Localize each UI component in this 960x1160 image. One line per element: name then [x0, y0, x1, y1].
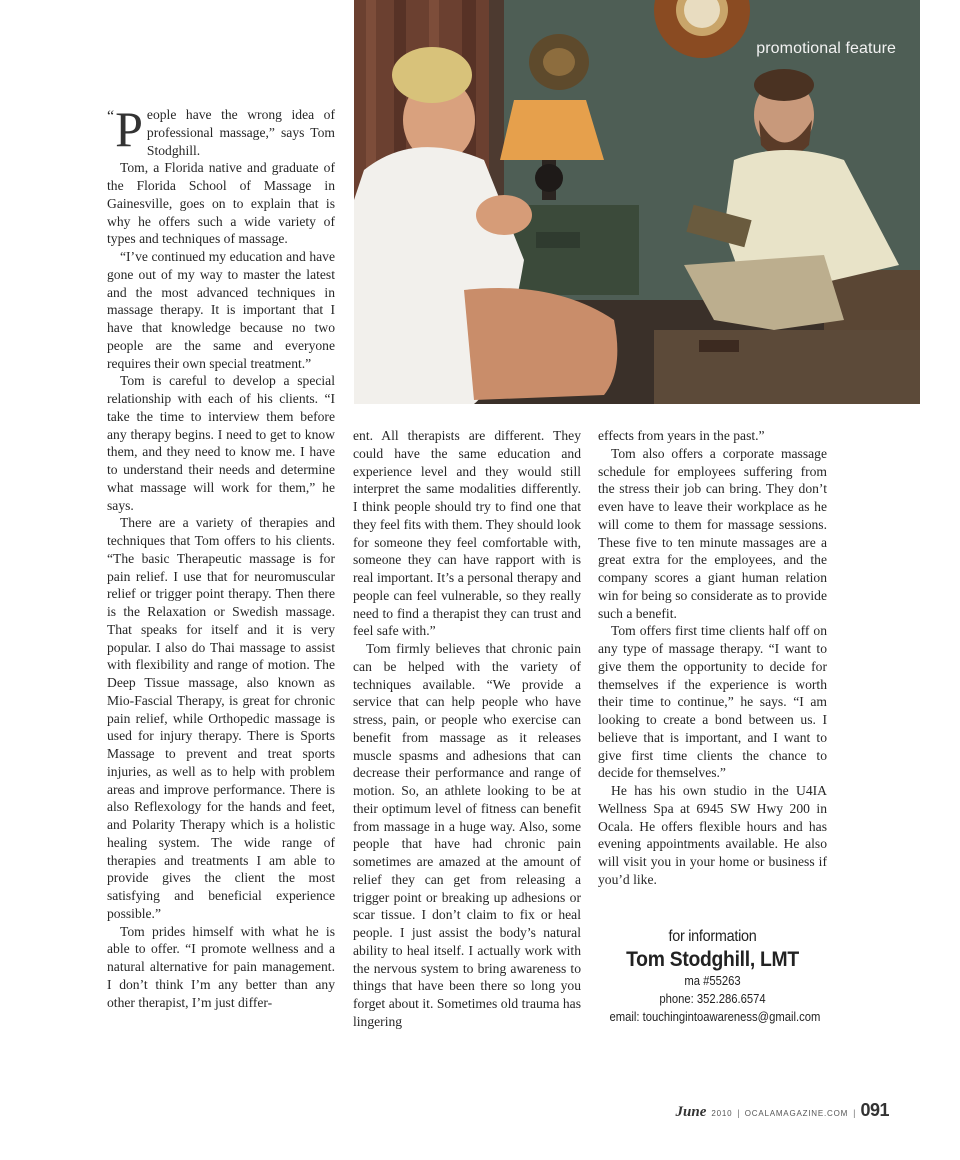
photo-illustration — [354, 0, 920, 404]
article-paragraph: “I’ve continued my education and have gone out of my way to master the latest and the most advanced techniques in massage therapy. It is important that I have that knowledge because no two people are the same and everyone requires their own special treatment.” — [107, 249, 335, 371]
opening-quote: “ — [107, 108, 115, 125]
article-paragraph: ent. All therapists are different. They could have the same education and experience level and they would still interpret the same modalities differently. I think people should try to find one that they feel fits with them. They should look for someone they feel comfortable with, someone they can have rapport with is real important. It’s a personal therapy and people can feel vulnerable, so they really need to find a therapist they can trust and feel safe with.” — [353, 428, 581, 639]
phone-number: phone: 352.286.6574 — [659, 992, 766, 1006]
footer-year: 2010 — [711, 1109, 733, 1118]
footer-website: OCALAMAGAZINE.COM — [744, 1109, 849, 1118]
lead-text: eople have the wrong idea of professional massage,” says Tom Stodghill. — [146, 107, 335, 158]
article-column-2 — [353, 427, 581, 1031]
article-column-1 — [107, 101, 335, 1011]
drop-cap: P — [115, 101, 143, 157]
contact-info-box — [598, 928, 827, 1026]
section-label: promotional feature — [756, 40, 896, 57]
footer-separator: | — [737, 1108, 740, 1118]
email-address: email: touchingintoawareness@gmail.com — [609, 1010, 821, 1024]
article-paragraph: He has his own studio in the U4IA Wellness Spa at 6945 SW Hwy 200 in Ocala. He offers flexible hours and has evening appointments available. He also will visit you in your home or business if you’d like. — [598, 783, 827, 887]
article-paragraph: Tom is careful to develop a special relationship with each of his clients. “I take the time to interview them before any therapy begins. I need to get to know them, and they need to know me. I have to understand their needs and determine what massage will work for them,” he says. — [107, 373, 335, 513]
page-number: 091 — [860, 1100, 889, 1120]
article-paragraph: Tom offers first time clients half off on any type of massage therapy. “I want to give them the opportunity to decide for themselves if the experience is worth their time to continue,” he says. “I am looking to create a bond between us. I believe that is important, and I want to give first time clients the chance to decide for themselves.” — [598, 623, 827, 781]
article-photo — [354, 0, 920, 404]
footer-month: June — [675, 1104, 707, 1120]
article-paragraph: Tom also offers a corporate massage schedule for employees suffering from the stress their job can bring. They don’t even have to leave their workplace as he will come to them for massage sessions. These five to ten minute massages are a great extra for the employees, and the company scores a giant human relation win for being so considerate as to provide such a benefit. — [598, 445, 827, 621]
article-paragraph: Tom firmly believes that chronic pain can be helped with the variety of techniques available. “We provide a service that can help people who have stress, pain, or people who exercise can benefit from massage as it releases muscle spasms and adhesions that can decrease their performance and range of motion. So, an athlete looking to be at their optimum level of fitness can benefit from massage in a huge way. Also, some people that have had chronic pain sometimes are amazed at the amount of relief they can get from releasing a trigger point or breaking up adhesions or scar tissue. I don’t claim to fix or heal people. I just assist the body’s natural ability to heal itself. I actually work with the nervous system to bring awareness to things that have been there so long you forget about it. Sometimes old trauma has lingering — [353, 641, 581, 1029]
article-paragraph: Tom, a Florida native and graduate of the Florida School of Massage in Gainesville, goes on to explain that is why he offers such a wide variety of types and techniques of massage. — [107, 160, 335, 247]
info-heading: for information — [668, 928, 757, 945]
license-number: ma #55263 — [684, 974, 741, 988]
article-paragraph: Tom prides himself with what he is able to offer. “I promote wellness and a natural alternative for pain management. I don’t think I’m any better than any other therapist, I’m just differ- — [107, 923, 335, 1010]
article-column-3 — [598, 427, 827, 889]
footer-separator: | — [853, 1108, 856, 1118]
therapist-name: Tom Stodghill, LMT — [626, 948, 799, 971]
article-paragraph: effects from years in the past.” — [598, 428, 765, 443]
article-paragraph: There are a variety of therapies and techniques that Tom offers to his clients. “The basic Therapeutic massage is for pain relief. I use that for neuromuscular relief or trigger point therapy. Then there is the Relaxation or Swedish massage. That speaks for itself and it is very popular. I also do Thai massage to assist with flexibility and range of motion. The Deep Tissue massage, also known as Mio-Fascial Therapy, is great for chronic pain relief, while Orthopedic massage is used for injury therapy. There is Sports Massage to prevent and treat sports injuries, as well as to help with problem areas and improve performance. There is also Reflexology for the hands and feet, and Polarity Therapy which is a holistic healing system. The wide range of therapies and treatments I am able to provide gives the client the most satisfying and beneficial experience possible.” — [107, 515, 335, 921]
article-lead-paragraph — [107, 101, 335, 159]
page-footer — [676, 1100, 889, 1120]
